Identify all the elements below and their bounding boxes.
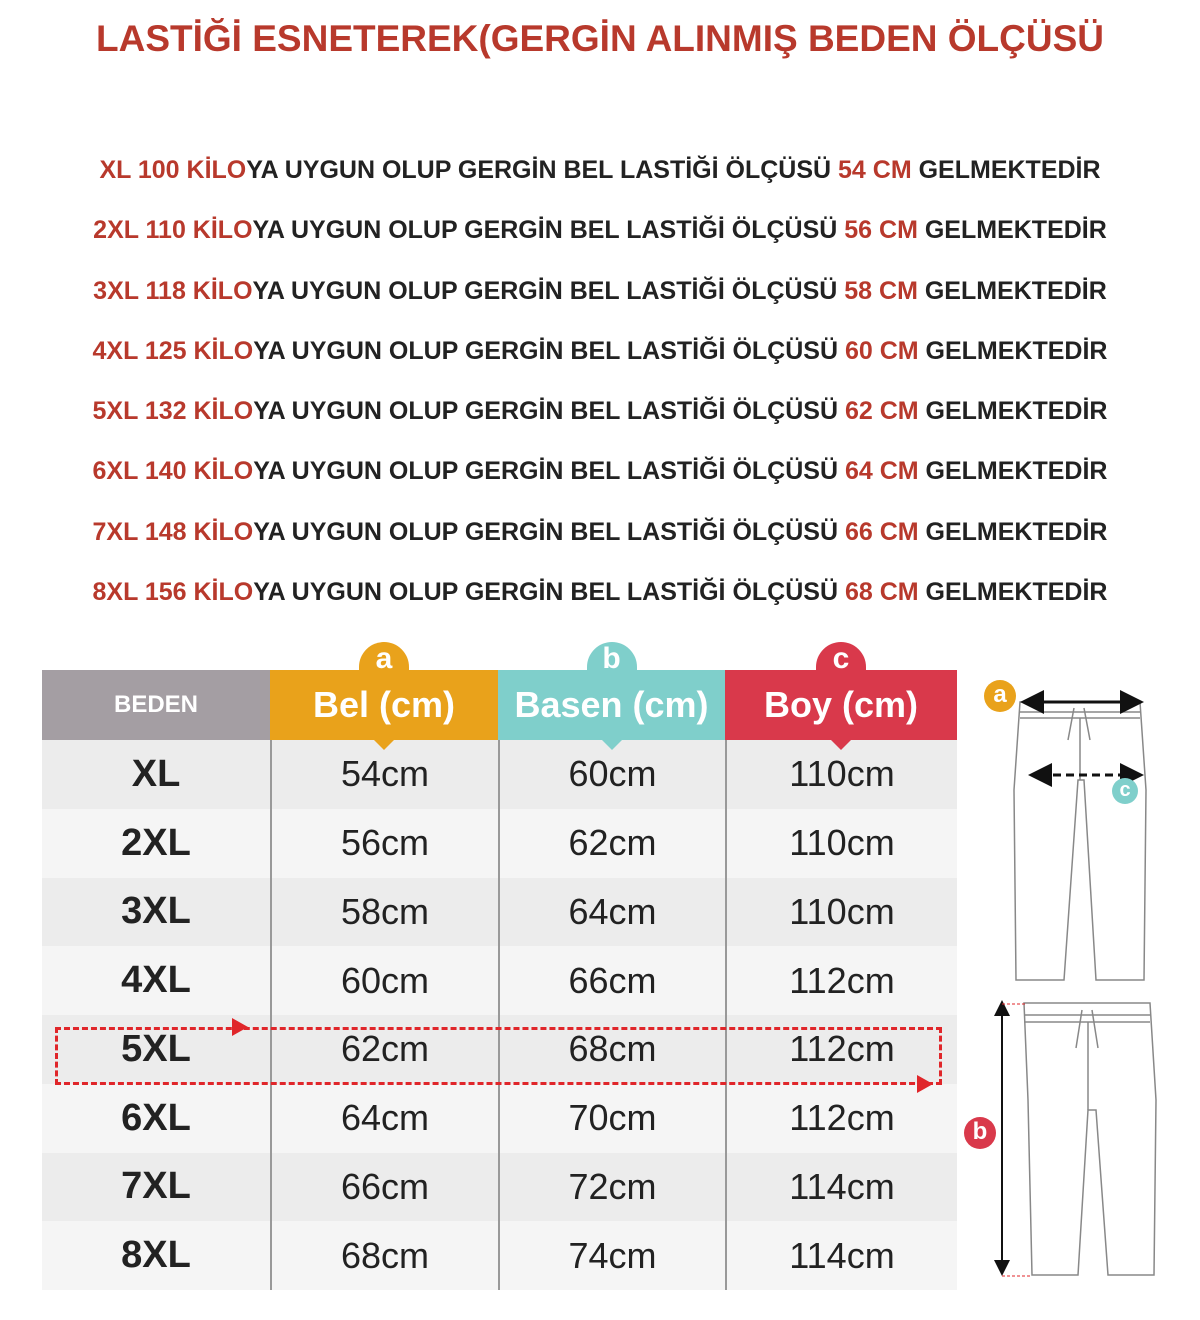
description-end-text: GELMEKTEDİR bbox=[917, 216, 1107, 245]
table-header bbox=[42, 642, 957, 740]
size-kilo-text: XL 100 KİLO bbox=[99, 156, 247, 184]
size-cell: 3XL bbox=[121, 890, 191, 933]
waist-cm-text: 58 CM bbox=[844, 276, 918, 305]
waist-cm-text: 54 CM bbox=[838, 156, 912, 184]
size-description-line bbox=[0, 574, 1200, 634]
size-kilo-text: 5XL 132 KİLO bbox=[92, 397, 254, 426]
column-badge-a: a bbox=[359, 642, 409, 682]
size-cell: 7XL bbox=[121, 1165, 191, 1208]
waist-cm-text: 66 CM bbox=[844, 517, 919, 546]
description-text: YA UYGUN OLUP GERGİN BEL LASTİĞİ ÖLÇÜSÜ bbox=[252, 276, 845, 305]
table-cell: 112cm bbox=[725, 946, 957, 1015]
column-header-label: BEDEN bbox=[113, 691, 198, 718]
size-cell: 4XL bbox=[121, 959, 191, 1002]
size-kilo-text: 6XL 140 KİLO bbox=[92, 457, 254, 486]
waist-cm-text: 62 CM bbox=[844, 397, 919, 426]
size-description-line bbox=[0, 273, 1200, 333]
table-cell: 64cm bbox=[270, 1084, 498, 1153]
description-end-text: GELMEKTEDİR bbox=[918, 578, 1108, 607]
column-header bbox=[42, 670, 270, 740]
table-cell: 62cm bbox=[498, 809, 725, 878]
table-row bbox=[42, 809, 957, 878]
table-cell: 70cm bbox=[498, 1084, 725, 1153]
table-cell: 72cm bbox=[498, 1153, 725, 1222]
highlight-row-box bbox=[55, 1027, 942, 1085]
column-header bbox=[498, 642, 725, 740]
table-cell: 112cm bbox=[725, 1015, 957, 1084]
table-cell: 68cm bbox=[498, 1015, 725, 1084]
table-body bbox=[42, 740, 957, 1290]
column-badge-c: c bbox=[816, 642, 866, 682]
pants-measurement-figure bbox=[960, 670, 1200, 1300]
column-header-label: Boy (cm) bbox=[763, 684, 919, 725]
table-cell: 112cm bbox=[725, 1084, 957, 1153]
column-header-label: Basen (cm) bbox=[514, 684, 709, 725]
size-cell: 6XL bbox=[121, 1096, 191, 1139]
badge-b-icon: b bbox=[964, 1117, 996, 1149]
description-text: YA UYGUN OLUP GERGİN BEL LASTİĞİ ÖLÇÜSÜ bbox=[253, 457, 845, 486]
description-text: YA UYGUN OLUP GERGİN BEL LASTİĞİ ÖLÇÜSÜ bbox=[246, 156, 839, 184]
table-cell: 62cm bbox=[270, 1015, 498, 1084]
size-description-line bbox=[0, 453, 1200, 513]
table-cell: 60cm bbox=[270, 946, 498, 1015]
size-cell: XL bbox=[131, 752, 181, 795]
column-header-label: Bel (cm) bbox=[312, 684, 456, 725]
table-cell: 66cm bbox=[498, 946, 725, 1015]
column-badge-b: b bbox=[587, 642, 637, 682]
size-description-line bbox=[0, 393, 1200, 453]
size-description-line bbox=[0, 333, 1200, 393]
column-header bbox=[725, 642, 957, 740]
description-end-text: GELMEKTEDİR bbox=[917, 276, 1107, 305]
size-table bbox=[42, 642, 957, 1290]
table-cell: 58cm bbox=[270, 878, 498, 947]
table-cell: 110cm bbox=[725, 878, 957, 947]
arrow-right-icon bbox=[232, 1018, 248, 1036]
table-cell: 66cm bbox=[270, 1153, 498, 1222]
table-cell: 114cm bbox=[725, 1153, 957, 1222]
table-cell: 114cm bbox=[725, 1221, 957, 1290]
table-row bbox=[42, 1153, 957, 1222]
size-description-line bbox=[0, 152, 1200, 212]
table-cell: 54cm bbox=[270, 740, 498, 809]
badge-c-icon: c bbox=[1112, 778, 1138, 804]
description-text: YA UYGUN OLUP GERGİN BEL LASTİĞİ ÖLÇÜSÜ bbox=[253, 578, 845, 607]
size-description-line bbox=[0, 514, 1200, 574]
table-cell: 60cm bbox=[498, 740, 725, 809]
size-kilo-text: 4XL 125 KİLO bbox=[92, 336, 254, 365]
table-cell: 56cm bbox=[270, 809, 498, 878]
description-text: YA UYGUN OLUP GERGİN BEL LASTİĞİ ÖLÇÜSÜ bbox=[253, 397, 845, 426]
description-end-text: GELMEKTEDİR bbox=[918, 457, 1108, 486]
size-cell: 8XL bbox=[121, 1234, 191, 1277]
waist-cm-text: 60 CM bbox=[844, 336, 919, 365]
page-title: LASTİĞİ ESNETEREK(GERGİN ALINMIŞ BEDEN ÖLÇÜSÜ bbox=[96, 18, 1104, 59]
table-cell: 110cm bbox=[725, 809, 957, 878]
waist-cm-text: 68 CM bbox=[844, 578, 919, 607]
table-row bbox=[42, 1084, 957, 1153]
pants-drawing-icon bbox=[960, 670, 1200, 1300]
waist-cm-text: 64 CM bbox=[844, 457, 919, 486]
waist-cm-text: 56 CM bbox=[844, 216, 918, 245]
table-row bbox=[42, 740, 957, 809]
description-end-text: GELMEKTEDİR bbox=[918, 336, 1108, 365]
badge-a-icon: a bbox=[984, 680, 1016, 712]
table-cell: 68cm bbox=[270, 1221, 498, 1290]
description-text: YA UYGUN OLUP GERGİN BEL LASTİĞİ ÖLÇÜSÜ bbox=[253, 517, 845, 546]
size-description-line bbox=[0, 212, 1200, 272]
table-cell: 74cm bbox=[498, 1221, 725, 1290]
size-cell: 2XL bbox=[121, 821, 191, 864]
description-text: YA UYGUN OLUP GERGİN BEL LASTİĞİ ÖLÇÜSÜ bbox=[252, 216, 845, 245]
size-kilo-text: 3XL 118 KİLO bbox=[93, 276, 253, 305]
table-row bbox=[42, 946, 957, 1015]
arrow-right-icon bbox=[917, 1075, 933, 1093]
column-header bbox=[270, 642, 498, 740]
header-pointer-icon bbox=[374, 740, 394, 750]
size-kilo-text: 2XL 110 KİLO bbox=[93, 216, 253, 245]
description-end-text: GELMEKTEDİR bbox=[911, 156, 1101, 184]
description-end-text: GELMEKTEDİR bbox=[918, 517, 1108, 546]
description-end-text: GELMEKTEDİR bbox=[918, 397, 1108, 426]
header-pointer-icon bbox=[831, 740, 851, 750]
size-cell: 5XL bbox=[121, 1027, 191, 1070]
size-kilo-text: 7XL 148 KİLO bbox=[92, 517, 254, 546]
table-row bbox=[42, 1221, 957, 1290]
size-kilo-text: 8XL 156 KİLO bbox=[92, 578, 254, 607]
table-cell: 64cm bbox=[498, 878, 725, 947]
size-description-list bbox=[0, 152, 1200, 635]
header-pointer-icon bbox=[602, 740, 622, 750]
table-cell: 110cm bbox=[725, 740, 957, 809]
table-row bbox=[42, 878, 957, 947]
description-text: YA UYGUN OLUP GERGİN BEL LASTİĞİ ÖLÇÜSÜ bbox=[253, 336, 845, 365]
